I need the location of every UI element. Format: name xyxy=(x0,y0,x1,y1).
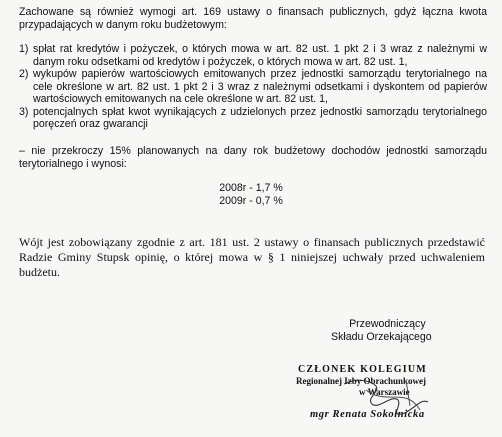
chair-title: Przewodniczący xyxy=(349,318,426,330)
list-item-text: potencjalnych spłat kwot wynikających z udzielonych przez jednostki samorządu terytorialnego poręczeń oraz gwarancji xyxy=(33,105,487,130)
chair-panel: Składu Orzekającego xyxy=(331,330,432,343)
list-item-number: 2) xyxy=(19,68,29,80)
chair-signature-block xyxy=(331,318,432,343)
stamp-name: mgr Renata Sokolnicka xyxy=(310,409,425,420)
requirements-list xyxy=(19,43,487,131)
list-item xyxy=(19,106,487,131)
year-ratio-2008: 2008r - 1,7 % xyxy=(219,182,283,194)
list-item-number: 1) xyxy=(19,43,29,55)
limit-paragraph: – nie przekroczy 15% planowanych na dany rok budżetowy dochodów jednostki samorządu terytorialnego i wynosi: xyxy=(19,145,487,170)
handwritten-signature xyxy=(336,376,446,426)
list-item xyxy=(19,68,487,106)
obligation-paragraph: Wójt jest zobowiązany zgodnie z art. 181 ust. 2 ustawy o finansach publicznych przedstawić Radzie Gminy Stupsk opinię, o której mowa w § 1 niniejszej uchwały przed uchwaleniem budżetu. xyxy=(19,235,485,279)
list-item xyxy=(19,43,487,68)
intro-paragraph: Zachowane są również wymogi art. 169 ustawy o finansach publicznych, gdyż łączna kwota przypadających w danym roku budżetowym: xyxy=(19,6,487,31)
stamp-city: w Warszawie xyxy=(359,387,410,397)
year-ratio-2009: 2009r - 0,7 % xyxy=(219,195,283,207)
list-item-text: spłat rat kredytów i pożyczek, o których mowa w art. 82 ust. 1 pkt 2 i 3 wraz z należnymi w danym roku odsetkami od kredytów i pożyczek, o których mowa w art. 82 ust. 1, xyxy=(33,43,487,68)
stamp-chamber: Regionalnej Izby Obrachunkowej xyxy=(296,376,427,386)
list-item-number: 3) xyxy=(19,105,29,118)
list-item-text: wykupów papierów wartościowych emitowanych przez jednostki samorządu terytorialnego na cele określone w art. 82 ust. 1 pkt 2 i 3 wraz z należnymi odsetkami i dyskontem od papierów wartościowych emitowanych na cele określone w art. 82 ust. 1, xyxy=(33,68,487,105)
stamp-title: CZŁONEK KOLEGIUM xyxy=(298,364,427,375)
